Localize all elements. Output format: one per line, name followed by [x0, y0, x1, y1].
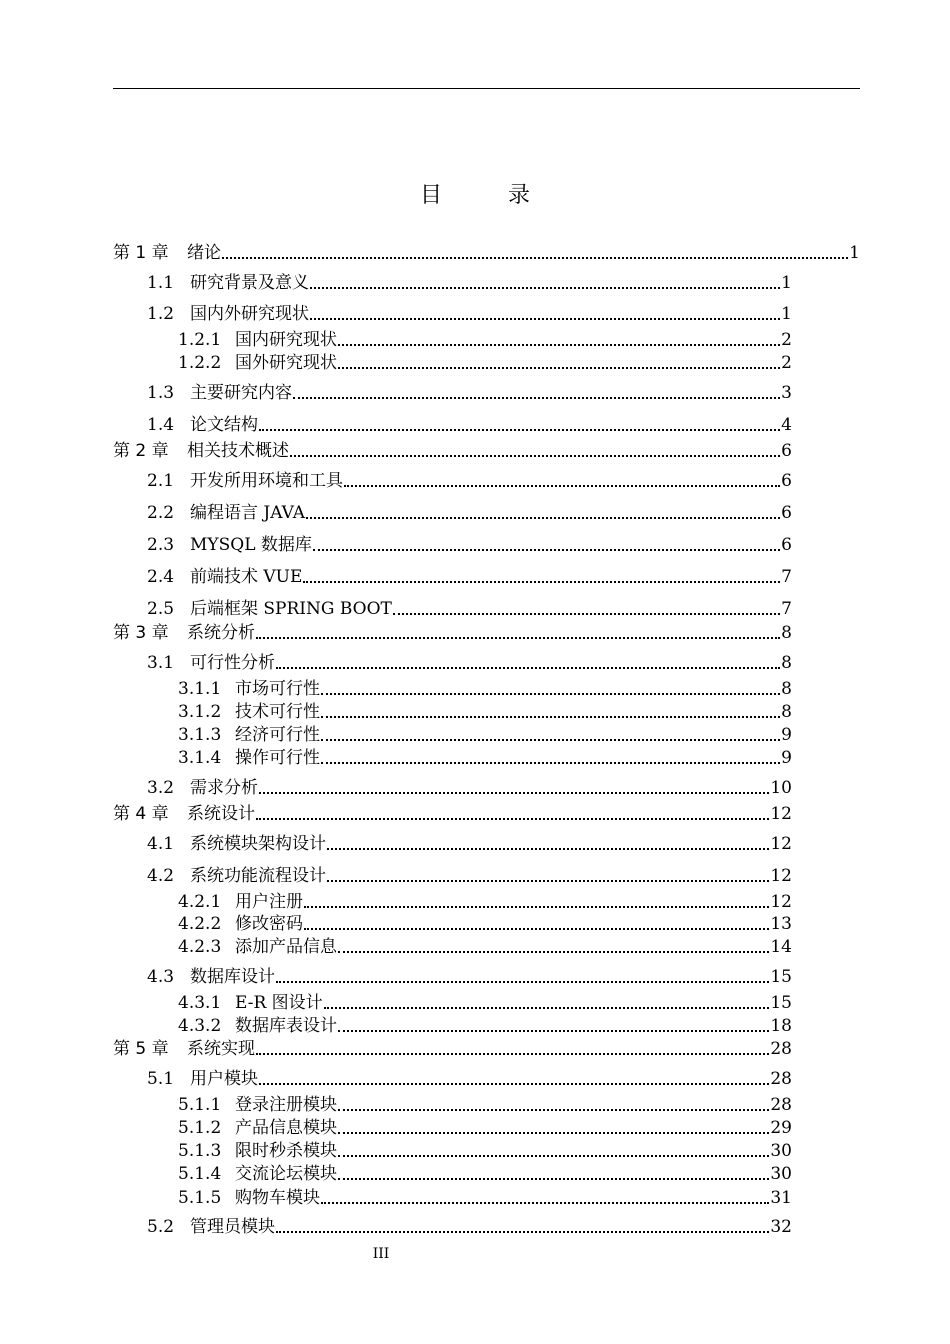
- toc-subsection-entry[interactable]: [178, 1094, 792, 1116]
- toc-section-entry[interactable]: [147, 865, 792, 887]
- toc-entry-page: 8: [781, 623, 792, 643]
- toc-entry-number: 4.2.1: [178, 892, 222, 912]
- toc-entry-number: 4.2.2: [178, 914, 222, 934]
- toc-entry-title: 添加产品信息: [235, 937, 337, 957]
- toc-entry-title: 登录注册模块: [235, 1095, 337, 1115]
- toc-dot-leader: [310, 318, 780, 320]
- toc-entry-title: 编程语言 JAVA: [190, 503, 306, 523]
- toc-chapter-entry[interactable]: [113, 1038, 792, 1060]
- toc-entry-title: 交流论坛模块: [235, 1164, 337, 1184]
- toc-entry-title: 系统功能流程设计: [190, 866, 326, 886]
- toc-dot-leader: [321, 693, 780, 695]
- toc-entry-title: 主要研究内容: [190, 383, 292, 403]
- toc-entry-page: 29: [770, 1118, 792, 1138]
- toc-section-entry[interactable]: [147, 1068, 792, 1090]
- toc-entry-page: 28: [770, 1069, 792, 1089]
- toc-dot-leader: [290, 455, 780, 457]
- toc-section-entry[interactable]: [147, 833, 792, 855]
- toc-section-entry[interactable]: [147, 502, 792, 524]
- toc-dot-leader: [259, 1083, 769, 1085]
- toc-subsection-entry[interactable]: [178, 1163, 792, 1185]
- toc-entry-page: 12: [770, 892, 792, 912]
- toc-entry-page: 12: [770, 866, 792, 886]
- header-rule: [113, 88, 860, 89]
- toc-dot-leader: [259, 792, 769, 794]
- toc-entry-number: 1.1: [147, 273, 175, 293]
- toc-entry-page: 6: [781, 441, 792, 461]
- toc-dot-leader: [222, 257, 848, 259]
- toc-entry-number: 5.2: [147, 1217, 175, 1237]
- toc-entry-title: 操作可行性: [235, 748, 320, 768]
- toc-entry-title: 系统设计: [187, 804, 255, 824]
- toc-entry-number: 5.1.5: [178, 1188, 222, 1208]
- toc-dot-leader: [321, 716, 780, 718]
- toc-subsection-entry[interactable]: [178, 913, 792, 935]
- toc-dot-leader: [393, 613, 780, 615]
- toc-entry-number: 2.5: [147, 599, 175, 619]
- toc-subsection-entry[interactable]: [178, 1117, 792, 1139]
- toc-dot-leader: [306, 517, 780, 519]
- toc-entry-page: 18: [770, 1016, 792, 1036]
- toc-entry-page: 28: [770, 1039, 792, 1059]
- toc-entry-number: 第 5 章: [113, 1039, 169, 1059]
- toc-entry-title: 管理员模块: [190, 1217, 275, 1237]
- toc-entry-title: 经济可行性: [235, 725, 320, 745]
- toc-section-entry[interactable]: [147, 272, 792, 294]
- toc-entry-number: 3.1: [147, 653, 175, 673]
- toc-entry-page: 30: [770, 1164, 792, 1184]
- toc-entry-number: 5.1.4: [178, 1164, 222, 1184]
- toc-dot-leader: [321, 1202, 769, 1204]
- page-number: III: [372, 1246, 390, 1262]
- toc-subsection-entry[interactable]: [178, 678, 792, 700]
- toc-entry-number: 1.2: [147, 304, 175, 324]
- toc-subsection-entry[interactable]: [178, 329, 792, 351]
- toc-dot-leader: [304, 906, 769, 908]
- toc-entry-number: 1.2.2: [178, 353, 222, 373]
- toc-dot-leader: [344, 485, 780, 487]
- toc-dot-leader: [338, 1030, 769, 1032]
- toc-dot-leader: [327, 848, 769, 850]
- toc-entry-title: 国内研究现状: [235, 330, 337, 350]
- toc-entry-page: 6: [781, 471, 792, 491]
- toc-entry-title: 限时秒杀模块: [235, 1141, 337, 1161]
- toc-entry-number: 2.4: [147, 567, 175, 587]
- toc-entry-number: 3.2: [147, 778, 175, 798]
- toc-entry-title: 研究背景及意义: [190, 273, 309, 293]
- toc-dot-leader: [259, 429, 780, 431]
- toc-entry-number: 5.1.2: [178, 1118, 222, 1138]
- toc-entry-title: 系统实现: [187, 1039, 255, 1059]
- toc-entry-title: E-R 图设计: [235, 993, 323, 1013]
- toc-dot-leader: [276, 1231, 769, 1233]
- toc-entry-number: 3.1.3: [178, 725, 222, 745]
- toc-entry-page: 9: [781, 725, 792, 745]
- toc-dot-leader: [313, 549, 780, 551]
- toc-dot-leader: [256, 1053, 769, 1055]
- toc-entry-title: 绪论: [187, 243, 221, 263]
- toc-subsection-entry[interactable]: [178, 891, 792, 913]
- toc-entry-number: 4.3.1: [178, 993, 222, 1013]
- toc-entry-title: 需求分析: [190, 778, 258, 798]
- toc-subsection-entry[interactable]: [178, 701, 792, 723]
- toc-entry-number: 2.2: [147, 503, 175, 523]
- toc-subsection-entry[interactable]: [178, 1187, 792, 1209]
- toc-entry-page: 14: [770, 937, 792, 957]
- toc-dot-leader: [338, 367, 780, 369]
- toc-section-entry[interactable]: [147, 1216, 792, 1238]
- toc-chapter-entry[interactable]: [113, 440, 792, 462]
- toc-entry-number: 4.1: [147, 834, 175, 854]
- toc-entry-number: 1.3: [147, 383, 175, 403]
- toc-section-entry[interactable]: [147, 652, 792, 674]
- toc-entry-page: 12: [770, 834, 792, 854]
- toc-entry-page: 13: [770, 914, 792, 934]
- toc-section-entry[interactable]: [147, 534, 792, 556]
- toc-entry-number: 4.3.2: [178, 1016, 222, 1036]
- toc-subsection-entry[interactable]: [178, 1015, 792, 1037]
- toc-entry-title: 后端框架 SPRING BOOT: [190, 599, 392, 619]
- toc-entry-number: 第 1 章: [113, 243, 169, 263]
- toc-entry-title: 用户模块: [190, 1069, 258, 1089]
- toc-entry-title: 技术可行性: [235, 702, 320, 722]
- toc-entry-page: 1: [781, 304, 792, 324]
- toc-chapter-entry[interactable]: [113, 622, 792, 644]
- toc-entry-page: 1: [849, 243, 860, 263]
- toc-entry-title: 相关技术概述: [187, 441, 289, 461]
- toc-entry-title: 系统模块架构设计: [190, 834, 326, 854]
- toc-dot-leader: [321, 739, 780, 741]
- toc-subsection-entry[interactable]: [178, 352, 792, 374]
- toc-section-entry[interactable]: [147, 470, 792, 492]
- toc-entry-page: 28: [770, 1095, 792, 1115]
- toc-entry-title: 修改密码: [235, 914, 303, 934]
- toc-entry-number: 4.2.3: [178, 937, 222, 957]
- toc-dot-leader: [338, 1132, 769, 1134]
- toc-dot-leader: [338, 951, 769, 953]
- toc-entry-page: 10: [770, 778, 792, 798]
- toc-entry-number: 3.1.4: [178, 748, 222, 768]
- toc-dot-leader: [321, 762, 780, 764]
- toc-dot-leader: [327, 880, 769, 882]
- toc-entry-number: 4.2: [147, 866, 175, 886]
- toc-entry-number: 第 3 章: [113, 623, 169, 643]
- toc-entry-number: 1.2.1: [178, 330, 222, 350]
- toc-entry-title: 产品信息模块: [235, 1118, 337, 1138]
- toc-dot-leader: [310, 287, 780, 289]
- toc-entry-title: 国内外研究现状: [190, 304, 309, 324]
- toc-entry-page: 3: [781, 383, 792, 403]
- toc-subsection-entry[interactable]: [178, 724, 792, 746]
- toc-entry-page: 1: [781, 273, 792, 293]
- toc-section-entry[interactable]: [147, 777, 792, 799]
- toc-dot-leader: [276, 981, 769, 983]
- toc-entry-page: 8: [781, 679, 792, 699]
- toc-section-entry[interactable]: [147, 414, 792, 436]
- toc-entry-number: 5.1: [147, 1069, 175, 1089]
- toc-entry-number: 1.4: [147, 415, 175, 435]
- toc-entry-title: 前端技术 VUE: [190, 567, 303, 587]
- toc-entry-page: 6: [781, 503, 792, 523]
- toc-entry-page: 9: [781, 748, 792, 768]
- toc-section-entry[interactable]: [147, 598, 792, 620]
- toc-entry-number: 3.1.2: [178, 702, 222, 722]
- toc-entry-page: 6: [781, 535, 792, 555]
- toc-dot-leader: [256, 818, 769, 820]
- toc-dot-leader: [303, 581, 780, 583]
- toc-entry-page: 12: [770, 804, 792, 824]
- toc-entry-number: 3.1.1: [178, 679, 222, 699]
- toc-entry-page: 32: [770, 1217, 792, 1237]
- toc-entry-number: 第 4 章: [113, 804, 169, 824]
- toc-entry-title: 可行性分析: [190, 653, 275, 673]
- toc-entry-number: 4.3: [147, 967, 175, 987]
- toc-entry-title: 国外研究现状: [235, 353, 337, 373]
- toc-entry-title: 购物车模块: [235, 1188, 320, 1208]
- toc-entry-title: 开发所用环境和工具: [190, 471, 343, 491]
- toc-entry-title: 用户注册: [235, 892, 303, 912]
- toc-chapter-entry[interactable]: [113, 242, 860, 264]
- toc-dot-leader: [338, 1178, 769, 1180]
- toc-entry-page: 8: [781, 702, 792, 722]
- toc-entry-title: 市场可行性: [235, 679, 320, 699]
- toc-entry-page: 2: [781, 353, 792, 373]
- toc-entry-number: 2.1: [147, 471, 175, 491]
- toc-entry-page: 15: [770, 993, 792, 1013]
- toc-dot-leader: [256, 637, 780, 639]
- toc-entry-number: 2.3: [147, 535, 175, 555]
- toc-section-entry[interactable]: [147, 566, 792, 588]
- toc-entry-number: 5.1.1: [178, 1095, 222, 1115]
- toc-dot-leader: [304, 928, 769, 930]
- toc-entry-page: 8: [781, 653, 792, 673]
- toc-entry-number: 5.1.3: [178, 1141, 222, 1161]
- toc-entry-page: 30: [770, 1141, 792, 1161]
- toc-entry-title: 数据库设计: [190, 967, 275, 987]
- toc-subsection-entry[interactable]: [178, 936, 792, 958]
- toc-dot-leader: [338, 1109, 769, 1111]
- toc-entry-title: 系统分析: [187, 623, 255, 643]
- toc-entry-page: 31: [770, 1188, 792, 1208]
- toc-title: 目 录: [419, 183, 552, 208]
- toc-entry-page: 2: [781, 330, 792, 350]
- toc-dot-leader: [324, 1007, 770, 1009]
- toc-section-entry[interactable]: [147, 382, 792, 404]
- toc-section-entry[interactable]: [147, 303, 792, 325]
- toc-entry-page: 4: [781, 415, 792, 435]
- toc-entry-title: 论文结构: [190, 415, 258, 435]
- toc-dot-leader: [293, 397, 780, 399]
- toc-subsection-entry[interactable]: [178, 992, 792, 1014]
- toc-section-entry[interactable]: [147, 966, 792, 988]
- toc-entry-title: MYSQL 数据库: [190, 535, 312, 555]
- toc-subsection-entry[interactable]: [178, 747, 792, 769]
- toc-entry-number: 第 2 章: [113, 441, 169, 461]
- toc-entry-page: 7: [781, 567, 792, 587]
- toc-entry-page: 15: [770, 967, 792, 987]
- toc-dot-leader: [338, 1155, 769, 1157]
- toc-dot-leader: [338, 344, 780, 346]
- toc-subsection-entry[interactable]: [178, 1140, 792, 1162]
- toc-chapter-entry[interactable]: [113, 803, 792, 825]
- toc-entry-title: 数据库表设计: [235, 1016, 337, 1036]
- toc-dot-leader: [276, 667, 780, 669]
- toc-entry-page: 7: [781, 599, 792, 619]
